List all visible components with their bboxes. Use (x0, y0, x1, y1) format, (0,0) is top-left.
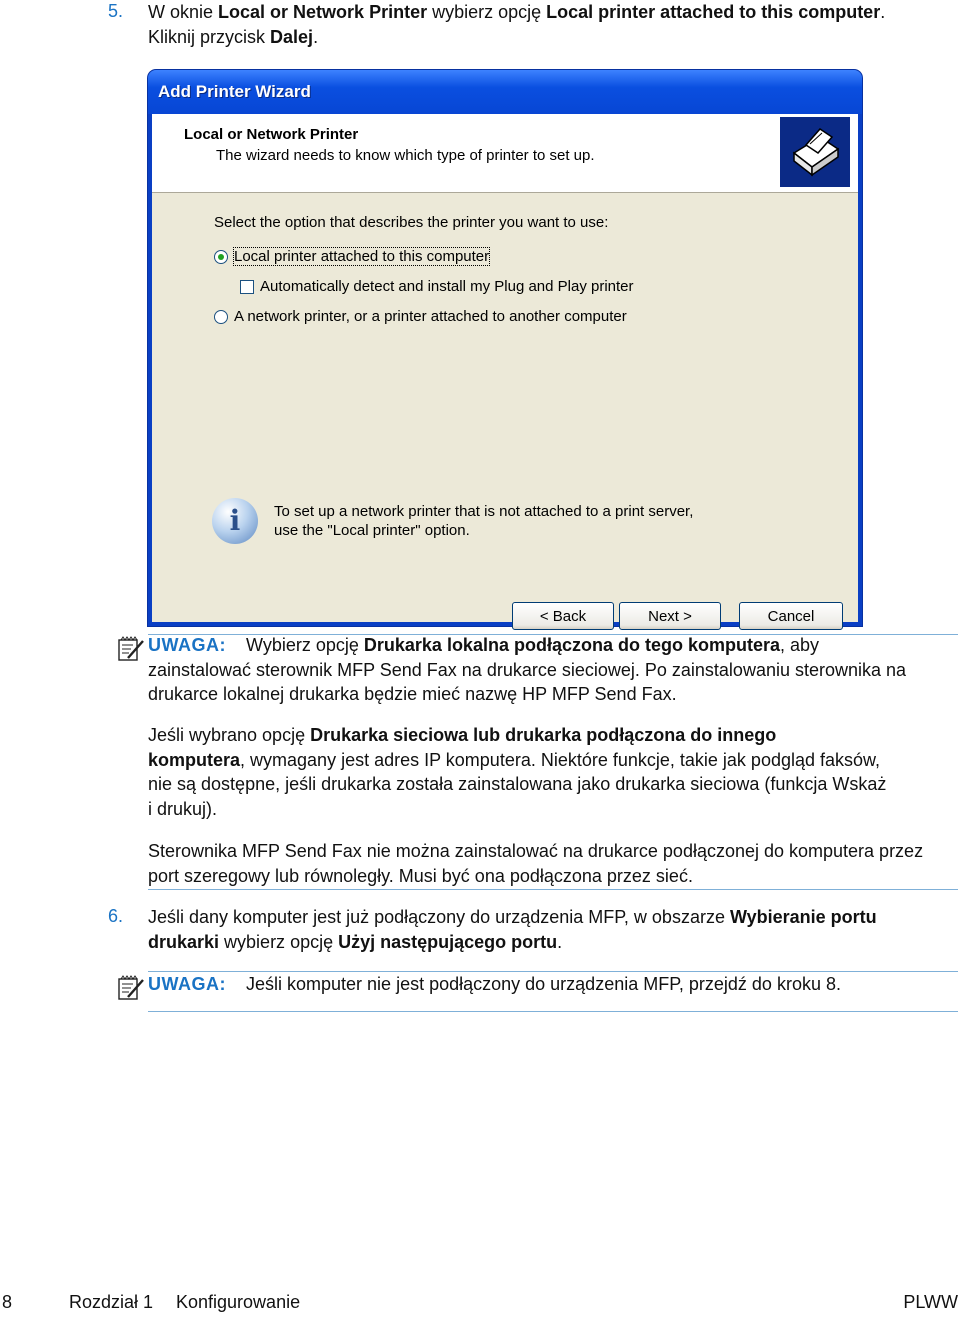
wizard-body (152, 114, 858, 622)
note-2-label: UWAGA: (148, 974, 226, 994)
note-2-bottom-rule (148, 1011, 958, 1012)
note-1-label: UWAGA: (148, 635, 226, 655)
info-text-line-1: To set up a network printer that is not attached to a print server, (274, 503, 694, 520)
step-6-text (148, 905, 948, 954)
back-button[interactable]: < Back (512, 602, 614, 630)
step-6-text-b: wybierz opcję (219, 931, 339, 952)
next-button[interactable]: Next > (619, 602, 721, 630)
note-2 (148, 972, 958, 997)
radio-selected-icon[interactable] (214, 250, 228, 264)
option-network-printer[interactable] (214, 308, 627, 325)
option-local-printer-label: Local printer attached to this computer (234, 248, 490, 265)
step-6-bold-b: drukarki (148, 931, 220, 952)
note-2-text: Jeśli komputer nie jest podłączony do urządzenia MFP, przejdź do kroku 8. (246, 974, 841, 994)
info-icon: i (212, 498, 258, 544)
step-5-bold-b: Local printer attached to this computer (546, 2, 881, 22)
step-6-bold-c: Użyj następującego portu (338, 931, 558, 952)
add-printer-wizard-window (148, 70, 862, 626)
footer-chapter: Rozdział 1 (69, 1292, 154, 1312)
note-1-p2-bold-b: komputera (148, 749, 241, 770)
note-1-p2-text-a: Jeśli wybrano opcję (148, 725, 311, 745)
note-1-bold-a: Drukarka lokalna podłączona do tego komputera (363, 635, 780, 655)
checkbox-icon[interactable] (240, 280, 254, 294)
step-6-bold-a: Wybieranie portu (729, 907, 877, 927)
printer-icon (780, 117, 850, 187)
note-1-bottom-rule (148, 889, 958, 890)
note-1-p3-line-1: Sterownika MFP Send Fax nie można zainstalować na drukarce podłączonej do komputera przez (148, 841, 924, 861)
wizard-header-title: Local or Network Printer (184, 126, 359, 143)
note-1-line-3: drukarce lokalnej drukarka będzie mieć nazwę HP MFP Send Fax. (148, 684, 677, 704)
step-5-text-d: . (313, 26, 319, 47)
note-1-paragraph-2 (148, 723, 948, 821)
note-1-p2-bold-a: Drukarka sieciowa lub drukarka podłączona do innego (310, 725, 777, 745)
step-6-line-1 (148, 905, 948, 930)
wizard-title: Add Printer Wizard (158, 82, 311, 101)
step-6-line-2 (148, 930, 948, 955)
step-5-text-a: W oknie (148, 2, 219, 22)
note-1-paragraph-3 (148, 839, 958, 888)
step-5-bold-c: Dalej (270, 26, 314, 47)
step-5-bold-a: Local or Network Printer (218, 2, 428, 22)
info-text (274, 502, 693, 540)
note-1-p2-line-4: i drukuj). (148, 798, 218, 819)
footer-page-number: 8 (2, 1292, 13, 1312)
option-local-printer[interactable] (214, 248, 489, 265)
cancel-button[interactable]: Cancel (739, 602, 843, 630)
note-1-line-2: zainstalować sterownik MFP Send Fax na drukarce sieciowej. Po zainstalowaniu sterownika na (148, 659, 907, 680)
step-5-text-c: . Kliknij przycisk (148, 2, 886, 47)
note-icon (116, 634, 146, 664)
step-number-6: 6. (108, 906, 124, 926)
step-number-5: 5. (108, 1, 124, 21)
wizard-titlebar (148, 70, 862, 114)
option-auto-detect-label: Automatically detect and install my Plug and Play printer (260, 278, 634, 295)
note-1-p2-line-1 (148, 723, 948, 748)
note-1 (148, 633, 948, 707)
note-1-text-a: Wybierz opcję (246, 635, 364, 655)
option-auto-detect[interactable] (240, 278, 634, 295)
radio-unselected-icon[interactable] (214, 310, 228, 324)
note-1-p2-line-3: nie są dostępne, jeśli drukarka została zainstalowana jako drukarka sieciowa (funkcja Wskaż (148, 774, 887, 794)
note-icon (116, 973, 146, 1003)
wizard-prompt: Select the option that describes the printer you want to use: (214, 214, 609, 231)
note-1-line-1 (148, 633, 948, 658)
note-1-p2-line-2-rest: , wymagany jest adres IP komputera. Niektóre funkcje, takie jak podgląd faksów, (240, 749, 881, 770)
info-text-line-2: use the "Local printer" option. (274, 522, 470, 539)
step-6-text-a: Jeśli dany komputer jest już podłączony do urządzenia MFP, w obszarze (148, 907, 730, 927)
step-6-text-c: . (557, 931, 563, 952)
footer-chapter-title: Konfigurowanie (176, 1292, 301, 1312)
step-5-text (148, 0, 928, 49)
note-1-p2-line-2 (148, 748, 948, 773)
note-1-p3-line-2: port szeregowy lub równoległy. Musi być ona podłączona przez sieć. (148, 865, 693, 886)
footer-right: PLWW (903, 1292, 958, 1312)
option-network-printer-label: A network printer, or a printer attached to another computer (234, 308, 627, 325)
wizard-header-subtitle: The wizard needs to know which type of printer to set up. (216, 147, 595, 164)
note-1-text-b: , aby (779, 635, 820, 655)
step-5-text-b: wybierz opcję (427, 2, 547, 22)
wizard-header (152, 114, 858, 193)
